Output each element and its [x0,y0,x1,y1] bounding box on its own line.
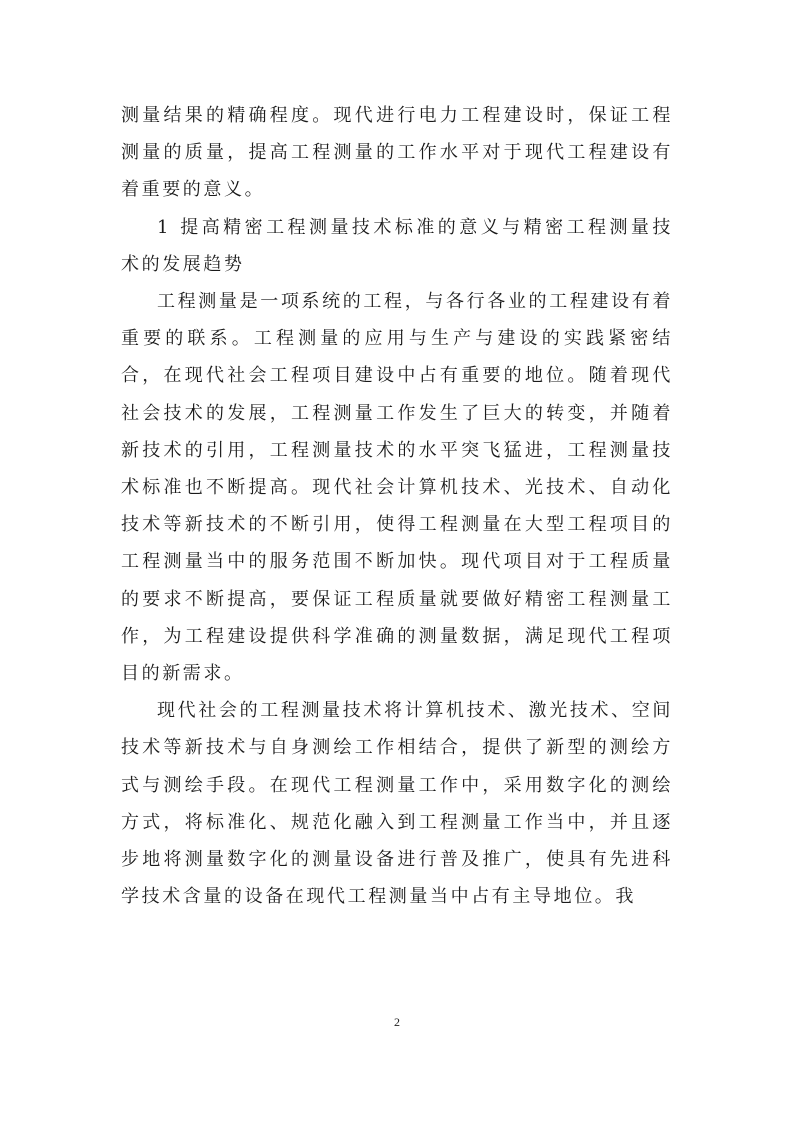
paragraph-engineering-survey: 工程测量是一项系统的工程，与各行各业的工程建设有着重要的联系。工程测量的应用与生产与建设的实践紧密结合，在现代社会工程项目建设中占有重要的地位。随着现代社会技术的发展，工程测量工作发生了巨大的转变，并随着新技术的引用，工程测量技术的水平突飞猛进，工程测量技术标准也不断提高。现代社会计算机技术、光技术、自动化技术等新技术的不断引用，使得工程测量在大型工程项目的工程测量当中的服务范围不断加快。现代项目对于工程质量的要求不断提高，要保证工程质量就要做好精密工程测量工作，为工程建设提供科学准确的测量数据，满足现代工程项目的新需求。 [121,291,673,685]
document-body [121,97,673,915]
paragraph-modern-technology: 现代社会的工程测量技术将计算机技术、激光技术、空间技术等新技术与自身测绘工作相结合，提供了新型的测绘方式与测绘手段。在现代工程测量工作中，采用数字化的测绘方式，将标准化、规范化融入到工程测量工作当中，并且逐步地将测量数字化的测量设备进行普及推广，使具有先进科学技术含量的设备在现代工程测量当中占有主导地位。我 [121,700,673,908]
paragraph-continuation: 测量结果的精确程度。现代进行电力工程建设时，保证工程测量的质量，提高工程测量的工作水平对于现代工程建设有着重要的意义。 [121,105,673,201]
page-number: 2 [394,1015,400,1029]
section-heading: 1 提高精密工程测量技术标准的意义与精密工程测量技术的发展趋势 [121,216,673,275]
